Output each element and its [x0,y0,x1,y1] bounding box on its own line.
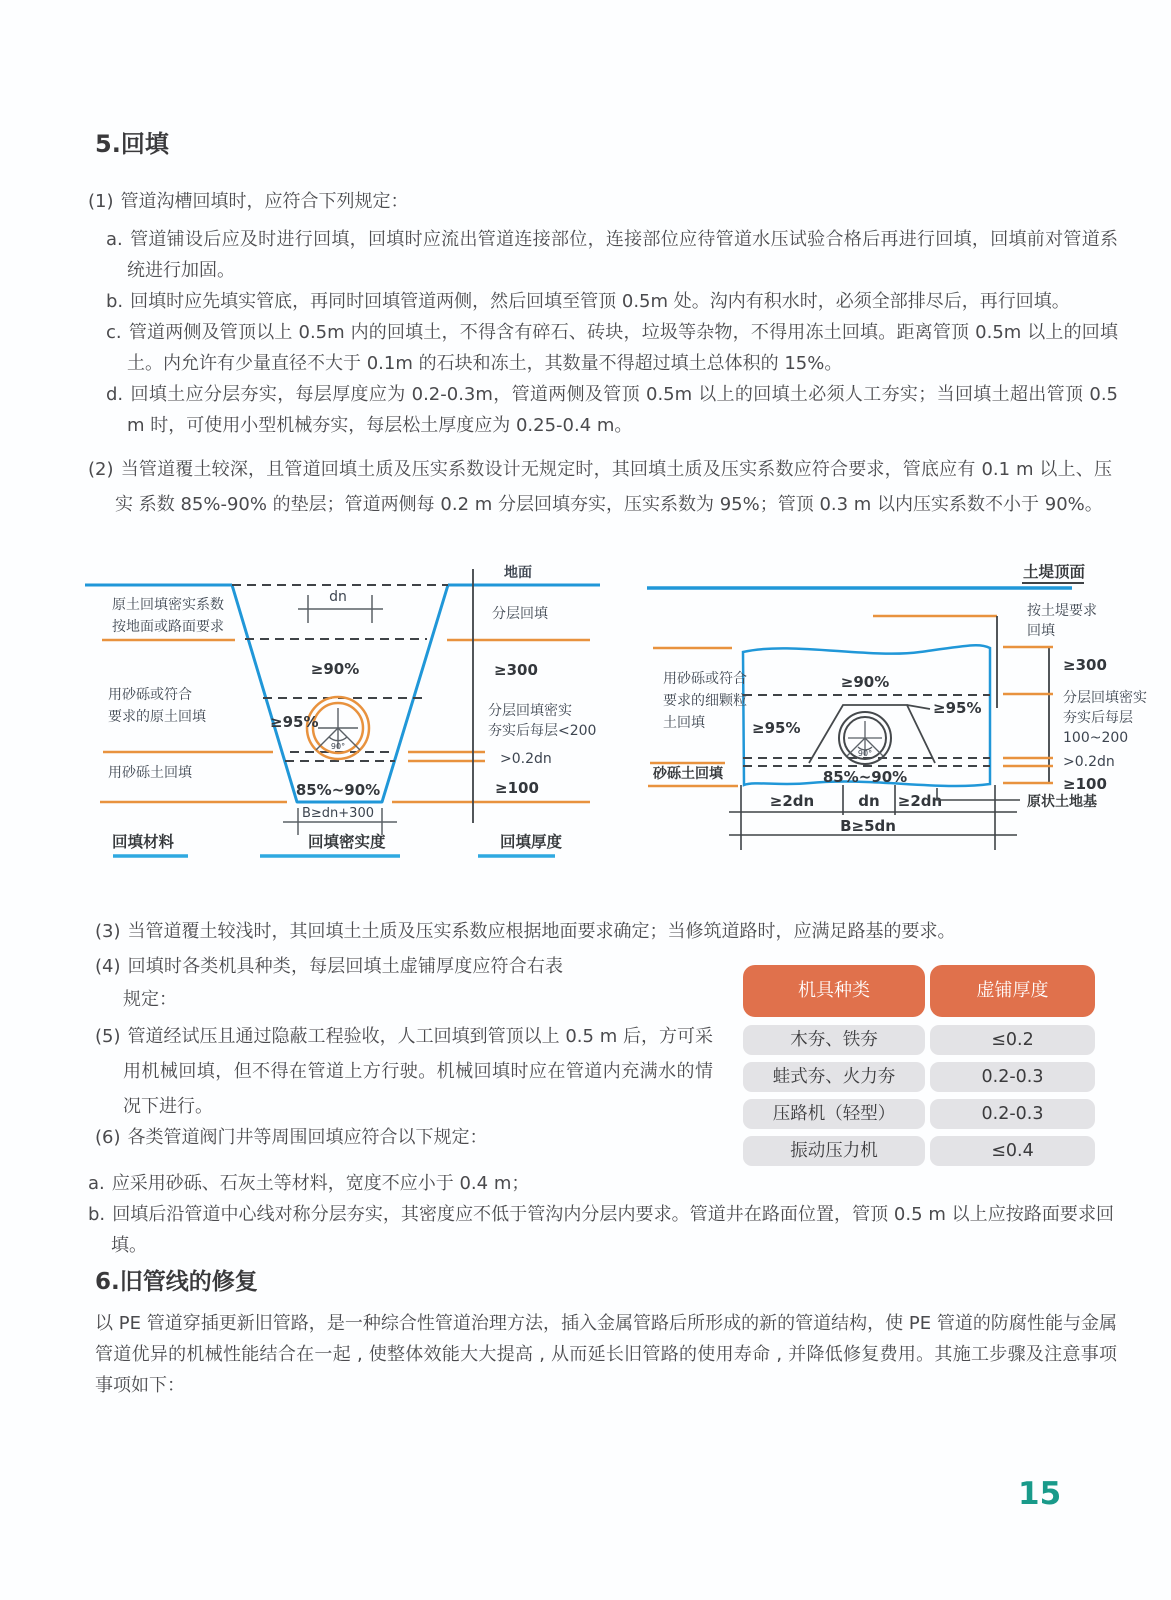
left-label-1b: 按地面或路面要求 [112,619,224,635]
dim-layer-c: 100~200 [1063,730,1129,746]
section6-body [95,1308,1117,1401]
item-6a-label: a. [88,1173,105,1194]
pct90-label: ≥90% [840,673,890,691]
right-label-5: ≥100 [495,779,539,797]
table-cell-equipment: 压路机（轻型） [743,1099,925,1129]
para-4-text: 回填时各类机具种类，每层回填土虚铺厚度应符合右表规定： [123,956,563,1010]
caption-thickness: 回填厚度 [500,833,563,851]
dim-100-label: ≥100 [1063,775,1107,793]
item-6b-text: 回填后沿管道中心线对称分层夯实，其密度应不低于管沟内分层内要求。管道井在路面位置，管顶 0.5 m 以上应按路面要求回填。 [111,1204,1114,1256]
dim-2dn-right: ≥2dn [897,792,943,810]
item-a-text: 管道铺设后应及时进行回填，回填时应流出管道连接部位，连接部位应待管道水压试验合格后再进行回填，回填前对管道系统进行加固。 [127,229,1118,281]
section6-title: 6.旧管线的修复 [95,1269,258,1295]
table-row [743,1025,1095,1055]
table-cell-equipment: 蛙式夯、火力夯 [743,1062,925,1092]
caption-material: 回填材料 [112,833,175,851]
right-label-3b: 夯实后每层<200 [488,723,597,739]
right-label-2: ≥300 [494,661,538,679]
right-label-3a: 分层回填密实 [488,703,572,719]
right-label-1: 分层回填 [492,606,548,622]
section6-text: 以 PE 管道穿插更新旧管路，是一种综合性管道治理方法，插入金属管路后所形成的新的管道结构，使 PE 管道的防腐性能与金属管道优异的机械性能结合在一起 , 使整体效能大大提高 , 从而延长旧管路的使用寿命 , 并降低修复费用。其施工步骤及注意事项事项如下： [95,1313,1117,1396]
pipe-angle-label: 90° [330,742,346,751]
dn-label: dn [329,589,347,605]
table-row [743,1062,1095,1092]
dim-02dn-label: >0.2dn [1063,754,1115,770]
para-6 [95,1122,713,1153]
item-d-label: d. [106,384,124,405]
base-label: 原状土地基 [1027,794,1097,810]
item-c-label: c. [106,322,122,343]
para-1 [88,186,1112,217]
caption-density: 回填密实度 [308,833,386,851]
dim-dn: dn [858,792,880,810]
dim-b5dn: B≥5dn [840,817,896,835]
para-1-label: (1) [88,191,114,212]
pct8590-label: 85%~90% [295,781,381,799]
left-trench-diagram [80,545,610,865]
table-cell-thickness: ≤0.2 [930,1025,1095,1055]
table-row [743,1136,1095,1166]
pct90-label: ≥90% [310,660,360,678]
list-item-c [106,317,1118,379]
table-header-equipment: 机具种类 [743,965,925,1017]
width-dim-label: B≥dn+300 [301,806,375,821]
para-3-text: 当管道覆土较浅时，其回填土土质及压实系数应根据地面要求确定；当修筑道路时，应满足路基的要求。 [127,921,956,942]
para-5 [95,1019,713,1124]
pct8590-label: 85%~90% [822,768,908,786]
table-cell-thickness: 0.2-0.3 [930,1062,1095,1092]
table-cell-thickness: ≤0.4 [930,1136,1095,1166]
item-6a-text: 应采用砂砾、石灰土等材料，宽度不应小于 0.4 m； [111,1173,530,1194]
right-label-4: >0.2dn [500,751,552,767]
table-header-thickness: 虚铺厚度 [930,965,1095,1017]
list-item-a [106,224,1118,286]
item-d-text: 回填土应分层夯实，每层厚度应为 0.2-0.3m，管道两侧及管顶 0.5m 以上的回填土必须人工夯实；当回填土超出管顶 0.5 m 时，可使用小型机械夯实，每层松土厚度应为 0.25-0.4 m。 [127,384,1118,436]
para-4 [95,950,563,1016]
para-5-text: 管道经试压且通过隐蔽工程验收，人工回填到管顶以上 0.5 m 后，方可采用机械回填，但不得在管道上方行驶。机械回填时应在管道内充满水的情况下进行。 [123,1026,713,1117]
pct95-left-label: ≥95% [752,719,801,737]
left-label-2a: 用砂砾或符合 [108,687,192,703]
table-header-row [743,965,1095,1018]
page-number: 15 [1018,1476,1062,1512]
pct95-right-label: ≥95% [933,699,982,717]
dim-2dn-left: ≥2dn [769,792,815,810]
ground-label: 地面 [504,565,532,581]
para-2 [88,452,1112,522]
item-b-label: b. [106,291,124,312]
base-leader-line [937,788,1020,800]
left-label-a: 用砂砾或符合 [663,671,747,687]
para-6-text: 各类管道阀门井等周围回填应符合以下规定： [127,1127,488,1148]
table-row [743,1099,1095,1129]
left-label-b: 要求的细颗粒 [663,693,747,709]
para-6-label: (6) [95,1127,121,1148]
embankment-top-label: 土堤顶面 [1023,563,1086,581]
para-2-text: 当管道覆土较深，且管道回填土质及压实系数设计无规定时，其回填土质及压实系数应符合要求，管底应有 0.1 m 以上、压实 系数 85%-90% 的垫层；管道两侧每 0.2 m 分层回填夯实，压实系数为 95%；管顶 0.3 m 以内压实系数不小于 90%。 [115,459,1112,515]
note-label-b: 回填 [1027,623,1055,639]
equipment-table [743,965,1095,1173]
section5-title: 5.回填 [95,130,169,158]
pct95-label: ≥95% [270,713,319,731]
item-a-label: a. [106,229,123,250]
para-4-label: (4) [95,956,121,977]
dim-300-label: ≥300 [1063,656,1107,674]
para-1-text: 管道沟槽回填时，应符合下列规定： [120,191,409,212]
dim-layer-b: 夯实后每层 [1063,710,1133,726]
item-c-text: 管道两侧及管顶以上 0.5m 内的回填土，不得含有碎石、砖块，垃圾等杂物，不得用冻土回填。距离管顶 0.5m 以上的回填土。内允许有少量直径不大于 0.1m 的石块和冻土，其数量不得超过填土总体积的 15%。 [127,322,1118,374]
list-item-b [106,286,1118,317]
left-label-2: 砂砾土回填 [653,766,723,782]
left-label-2b: 要求的原土回填 [108,709,206,725]
left-label-c: 土回填 [663,715,705,731]
list-item-6a [88,1168,1114,1199]
table-cell-thickness: 0.2-0.3 [930,1099,1095,1129]
note-label-a: 按土堤要求 [1027,603,1097,619]
list-item-d [106,379,1118,441]
item-b-text: 回填时应先填实管底，再同时回填管道两侧，然后回填至管顶 0.5m 处。沟内有积水时，必须全部排尽后，再行回填。 [130,291,1070,312]
para-3-label: (3) [95,921,121,942]
orange-dim-ticks [1003,647,1053,783]
para-3 [95,916,1115,947]
item-6b-label: b. [88,1204,106,1225]
left-label-1a: 原土回填密实系数 [112,597,224,613]
table-cell-equipment: 木夯、铁夯 [743,1025,925,1055]
list-item-6b [88,1199,1114,1261]
dim-layer-a: 分层回填密实 [1063,690,1147,706]
pipe-angle-label: 90° [857,749,873,758]
list-6 [88,1168,1114,1261]
table-cell-equipment: 振动压力机 [743,1136,925,1166]
left-label-3: 用砂砾土回填 [108,765,192,781]
right-embankment-diagram [620,545,1165,875]
trench-outline [232,585,448,802]
para-2-label: (2) [88,459,114,480]
list-1 [106,224,1118,441]
para-5-label: (5) [95,1026,121,1047]
